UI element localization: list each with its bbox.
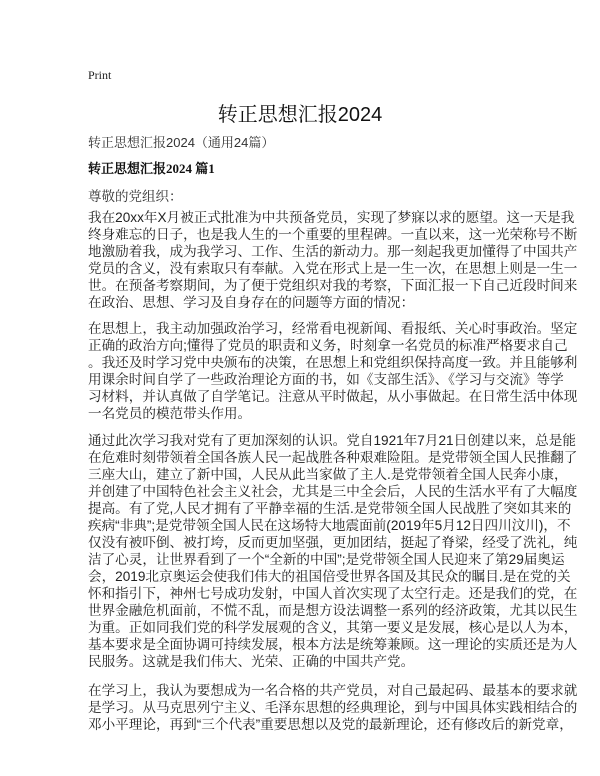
section-heading: 转正思想汇报2024 篇1 <box>88 161 215 176</box>
paragraph-line: 并创建了中国特色社会主义社会，尤其是三中全会后，人民的生活水平有了大幅度 <box>88 484 578 499</box>
paragraph-line: 基本要求是全面协调可持续发展，根本方法是统筹兼顾。这一理论的实质还是为人 <box>88 637 578 652</box>
paragraph-line: 世界金融危机面前，不慌不乱，而是想方设法调整一系列的经济政策，尤其以民生 <box>88 603 578 618</box>
paragraph-line: 地激励着我，成为我学习、工作、生活的新动力。那一刻起我更加懂得了中国共产 <box>88 244 578 259</box>
paragraph-line: 用课余时间自学了一些政治理论方面的书，如《支部生活》、《学习与交流》等学 <box>88 372 564 387</box>
paragraph-line: 在思想上，我主动加强政治学习，经常看电视新闻、看报纸、关心时事政治。坚定 <box>88 321 578 336</box>
paragraph-line: 正确的政治方向;懂得了党员的职责和义务，时刻拿一名党员的标准严格要求自己 <box>88 338 568 353</box>
paragraph <box>88 432 578 670</box>
paragraph-line: 为重。正如同我们党的科学发展观的含义，其第一要义是发展，核心是以人为本， <box>88 620 578 635</box>
paragraph-line: 会，2019北京奥运会使我们伟大的祖国倍受世界各国及其民众的瞩目.是在党的关 <box>88 569 571 584</box>
paragraph-line: 提高。有了党,人民才拥有了平静幸福的生活.是党带领全国人民战胜了突如其来的 <box>88 501 572 516</box>
paragraph <box>88 209 578 311</box>
print-label: Print <box>88 68 112 82</box>
paragraph-line: 在学习上，我认为要想成为一名合格的共产党员，对自己最起码、最基本的要求就 <box>88 683 578 698</box>
paragraph-line: 怀和指引下，神州七号成功发射，中国人首次实现了太空行走。还是我们的党，在 <box>88 586 578 601</box>
paragraph-line: 在危难时刻带领着全国各族人民一起战胜各种艰难险阻。是党带领全国人民推翻了 <box>88 450 578 465</box>
paragraph-line: 洁了心灵，让世界看到了一个“全新的中国”;是党带领全国人民迎来了第29届奥运 <box>88 552 565 567</box>
paragraph-line: 在政治、思想、学习及自身存在的问题等方面的情况： <box>88 295 415 310</box>
paragraph-line: 邓小平理论，再到“三个代表”重要思想以及党的最新理论，还有修改后的新党章， <box>88 717 573 732</box>
paragraph <box>88 320 578 422</box>
paragraph-line: 习材料，并认真做了自学笔记。注意从平时做起，从小事做起。在日常生活中体现 <box>88 389 578 404</box>
greeting: 尊敬的党组织： <box>88 189 183 204</box>
paragraph-line: 。我还及时学习党中央颁布的决策，在思想上和党组织保持高度一致。并且能够利 <box>88 355 578 370</box>
paragraph <box>88 682 578 733</box>
paragraph-line: 疾病“非典”;是党带领全国人民在这场特大地震面前(2019年5月12日四川汶川)，不 <box>88 518 571 533</box>
paragraph-line: 是学习。从马克思列宁主义、毛泽东思想的经典理论，到与中国具体实践相结合的 <box>88 700 578 715</box>
paragraph-line: 世。在预备考察期间，为了便于党组织对我的考察，下面汇报一下自己近段时间来 <box>88 278 578 293</box>
paragraph-line: 仅没有被吓倒、被打垮，反而更加坚强，更加团结，挺起了脊梁，经受了洗礼，纯 <box>88 535 578 550</box>
paragraph-line: 通过此次学习我对党有了更加深刻的认识。党自1921年7月21日创建以来，总是能 <box>88 433 576 448</box>
paragraph-line: 党员的含义，没有索取只有奉献。入党在形式上是一生一次，在思想上则是一生一 <box>88 261 578 276</box>
paragraph-line: 一名党员的模范带头作用。 <box>88 406 252 421</box>
paragraph-line: 三座大山，建立了新中国，人民从此当家做了主人.是党带领着全国人民奔小康， <box>88 467 568 482</box>
document-title: 转正思想汇报2024 <box>217 104 383 126</box>
document-subtitle: 转正思想汇报2024（通用24篇） <box>88 135 275 150</box>
paragraph-line: 终身难忘的日子，也是我人生的一个重要的里程碑。一直以来，这一光荣称号不断 <box>88 227 578 242</box>
paragraph-line: 我在20xx年X月被正式批准为中共预备党员，实现了梦寐以求的愿望。这一天是我 <box>88 210 575 225</box>
paragraph-line: 民服务。这就是我们伟大、光荣、正确的中国共产党。 <box>88 654 415 669</box>
